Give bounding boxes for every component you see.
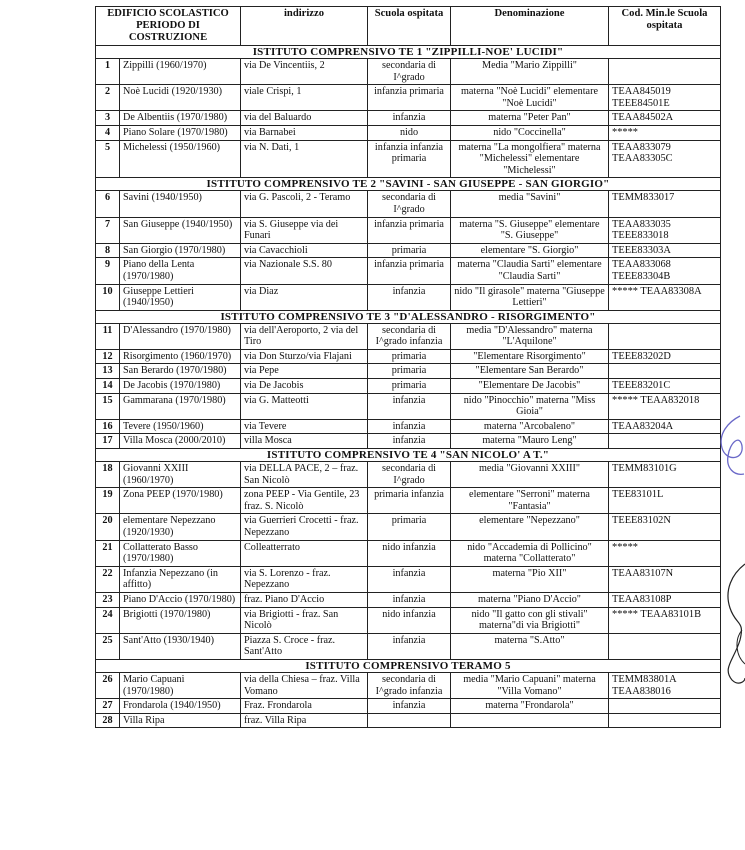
cod-cell: TEMM833017 [609, 191, 721, 217]
pen-scribble-2 [712, 560, 745, 690]
scuola-cell: secondaria di I^grado [368, 462, 451, 488]
denominazione-cell: materna "Piano D'Accio" [451, 592, 609, 607]
indirizzo-cell: via dell'Aeroporto, 2 via del Tiro [241, 323, 368, 349]
istituto-title: ISTITUTO COMPRENSIVO TE 2 "SAVINI - SAN GIUSEPPE - SAN GIORGIO" [96, 178, 721, 191]
cod-cell: ***** [609, 125, 721, 140]
scuola-cell: infanzia [368, 393, 451, 419]
row-number: 12 [96, 349, 120, 364]
edificio-cell: De Albentiis (1970/1980) [120, 111, 241, 126]
row-number: 9 [96, 258, 120, 284]
denominazione-cell: materna "Noè Lucidi" elementare "Noè Lucidi" [451, 85, 609, 111]
denominazione-cell: materna "Peter Pan" [451, 111, 609, 126]
scuola-cell: infanzia [368, 111, 451, 126]
cod-cell: ***** TEAA83101B [609, 607, 721, 633]
denominazione-cell: elementare "Serroni" materna "Fantasia" [451, 488, 609, 514]
indirizzo-cell: via del Baluardo [241, 111, 368, 126]
scuola-cell: infanzia [368, 419, 451, 434]
schools-table [95, 6, 721, 728]
cod-cell [609, 323, 721, 349]
indirizzo-cell: via De Jacobis [241, 379, 368, 394]
istituto-row [96, 178, 721, 191]
edificio-cell: Michelessi (1950/1960) [120, 140, 241, 178]
row-number: 23 [96, 592, 120, 607]
denominazione-cell: materna "La mongolfiera" materna "Michelessi" elementare "Michelessi" [451, 140, 609, 178]
table-row [96, 349, 721, 364]
indirizzo-cell: via Brigiotti - fraz. San Nicolò [241, 607, 368, 633]
indirizzo-cell: via della Chiesa – fraz. Villa Vomano [241, 672, 368, 698]
table-row [96, 125, 721, 140]
table-row [96, 607, 721, 633]
indirizzo-cell: via S. Lorenzo - fraz. Nepezzano [241, 566, 368, 592]
denominazione-cell [451, 713, 609, 728]
cod-cell: TEEE83202D [609, 349, 721, 364]
cod-cell: TEAA83107N [609, 566, 721, 592]
indirizzo-cell: via Cavacchioli [241, 243, 368, 258]
cod-cell [609, 364, 721, 379]
indirizzo-cell: via Tevere [241, 419, 368, 434]
scuola-cell: primaria [368, 379, 451, 394]
scuola-cell: infanzia [368, 566, 451, 592]
table-row [96, 393, 721, 419]
cod-cell: TEEE83102N [609, 514, 721, 540]
denominazione-cell: nido "Il girasole" materna "Giuseppe Lettieri" [451, 284, 609, 310]
scuola-cell: secondaria di I^grado infanzia [368, 672, 451, 698]
indirizzo-cell: via Nazionale S.S. 80 [241, 258, 368, 284]
edificio-cell: Piano Solare (1970/1980) [120, 125, 241, 140]
scuola-cell: infanzia primaria [368, 258, 451, 284]
istituto-row [96, 46, 721, 59]
edificio-cell: Savini (1940/1950) [120, 191, 241, 217]
denominazione-cell: materna "Claudia Sarti" elementare "Claudia Sarti" [451, 258, 609, 284]
denominazione-cell: media "Giovanni XXIII" [451, 462, 609, 488]
edificio-cell: Brigiotti (1970/1980) [120, 607, 241, 633]
cod-cell: ***** [609, 540, 721, 566]
table-row [96, 59, 721, 85]
table-row [96, 85, 721, 111]
denominazione-cell: materna "Arcobaleno" [451, 419, 609, 434]
cod-cell: TEMM83801A TEAA838016 [609, 672, 721, 698]
denominazione-cell: nido "Accademia di Pollicino" materna "Collatterato" [451, 540, 609, 566]
indirizzo-cell: via S. Giuseppe via dei Funari [241, 217, 368, 243]
indirizzo-cell: zona PEEP - Via Gentile, 23 fraz. S. Nicolò [241, 488, 368, 514]
scuola-cell: primaria [368, 514, 451, 540]
edificio-cell: De Jacobis (1970/1980) [120, 379, 241, 394]
row-number: 3 [96, 111, 120, 126]
indirizzo-cell: via Pepe [241, 364, 368, 379]
cod-cell: TEEE83303A [609, 243, 721, 258]
row-number: 22 [96, 566, 120, 592]
cod-cell: TEAA84502A [609, 111, 721, 126]
row-number: 17 [96, 434, 120, 449]
scuola-cell: secondaria di I^grado [368, 191, 451, 217]
indirizzo-cell: via Barnabei [241, 125, 368, 140]
scuola-cell: secondaria di I^grado [368, 59, 451, 85]
edificio-cell: Mario Capuani (1970/1980) [120, 672, 241, 698]
denominazione-cell: materna "S.Atto" [451, 633, 609, 659]
table-row [96, 592, 721, 607]
denominazione-cell: elementare "Nepezzano" [451, 514, 609, 540]
cod-cell: ***** TEAA83308A [609, 284, 721, 310]
denominazione-cell: materna "Pio XII" [451, 566, 609, 592]
row-number: 1 [96, 59, 120, 85]
scuola-cell: infanzia [368, 633, 451, 659]
row-number: 26 [96, 672, 120, 698]
denominazione-cell: "Elementare De Jacobis" [451, 379, 609, 394]
cod-cell: TEAA83108P [609, 592, 721, 607]
edificio-cell: Sant'Atto (1930/1940) [120, 633, 241, 659]
denominazione-cell: materna "S. Giuseppe" elementare "S. Giuseppe" [451, 217, 609, 243]
table-row [96, 672, 721, 698]
denominazione-cell: media "Mario Capuani" materna "Villa Vomano" [451, 672, 609, 698]
scuola-cell: primaria infanzia [368, 488, 451, 514]
edificio-cell: Giuseppe Lettieri (1940/1950) [120, 284, 241, 310]
denominazione-cell: "Elementare Risorgimento" [451, 349, 609, 364]
table-row [96, 633, 721, 659]
table-row [96, 191, 721, 217]
table-row [96, 488, 721, 514]
istituto-row [96, 659, 721, 672]
cod-cell: TEMM83101G [609, 462, 721, 488]
edificio-cell: Collatterato Basso (1970/1980) [120, 540, 241, 566]
cod-cell [609, 699, 721, 714]
table-row [96, 140, 721, 178]
cod-cell: TEE83101L [609, 488, 721, 514]
table-row [96, 379, 721, 394]
scuola-cell: nido infanzia [368, 607, 451, 633]
row-number: 14 [96, 379, 120, 394]
header-denominazione: Denominazione [451, 7, 609, 46]
header-cod: Cod. Min.le Scuola ospitata [609, 7, 721, 46]
scuola-cell: nido infanzia [368, 540, 451, 566]
row-number: 6 [96, 191, 120, 217]
edificio-cell: San Giuseppe (1940/1950) [120, 217, 241, 243]
indirizzo-cell: via G. Matteotti [241, 393, 368, 419]
row-number: 25 [96, 633, 120, 659]
istituto-title: ISTITUTO COMPRENSIVO TERAMO 5 [96, 659, 721, 672]
istituto-title: ISTITUTO COMPRENSIVO TE 4 "SAN NICOLO' A T." [96, 449, 721, 462]
row-number: 20 [96, 514, 120, 540]
indirizzo-cell: Colleatterrato [241, 540, 368, 566]
denominazione-cell: nido "Il gatto con gli stivali" materna"di via Brigiotti" [451, 607, 609, 633]
edificio-cell: Frondarola (1940/1950) [120, 699, 241, 714]
row-number: 28 [96, 713, 120, 728]
table-row [96, 258, 721, 284]
indirizzo-cell: fraz. Villa Ripa [241, 713, 368, 728]
table-row [96, 462, 721, 488]
pen-scribble-1 [700, 412, 745, 482]
row-number: 15 [96, 393, 120, 419]
indirizzo-cell: via DELLA PACE, 2 – fraz. San Nicolò [241, 462, 368, 488]
edificio-cell: Villa Mosca (2000/2010) [120, 434, 241, 449]
scuola-cell: infanzia [368, 699, 451, 714]
cod-cell: TEAA833068 TEEE83304B [609, 258, 721, 284]
row-number: 21 [96, 540, 120, 566]
denominazione-cell: nido "Coccinella" [451, 125, 609, 140]
istituto-row [96, 310, 721, 323]
edificio-cell: Villa Ripa [120, 713, 241, 728]
edificio-cell: Gammarana (1970/1980) [120, 393, 241, 419]
table-row [96, 434, 721, 449]
row-number: 8 [96, 243, 120, 258]
denominazione-cell: Media "Mario Zippilli" [451, 59, 609, 85]
denominazione-cell: materna "Frondarola" [451, 699, 609, 714]
header-edificio: EDIFICIO SCOLASTICO PERIODO DI COSTRUZIONE [96, 7, 241, 46]
table-row [96, 566, 721, 592]
edificio-cell: Noè Lucidi (1920/1930) [120, 85, 241, 111]
indirizzo-cell: villa Mosca [241, 434, 368, 449]
row-number: 5 [96, 140, 120, 178]
indirizzo-cell: via De Vincentiis, 2 [241, 59, 368, 85]
scuola-cell: secondaria di I^grado infanzia [368, 323, 451, 349]
edificio-cell: Risorgimento (1960/1970) [120, 349, 241, 364]
istituto-title: ISTITUTO COMPRENSIVO TE 3 "D'ALESSANDRO - RISORGIMENTO" [96, 310, 721, 323]
denominazione-cell: media "Savini" [451, 191, 609, 217]
cod-cell: TEAA833035 TEEE833018 [609, 217, 721, 243]
row-number: 19 [96, 488, 120, 514]
scuola-cell [368, 713, 451, 728]
scuola-cell: primaria [368, 364, 451, 379]
edificio-cell: D'Alessandro (1970/1980) [120, 323, 241, 349]
denominazione-cell: media "D'Alessandro" materna "L'Aquilone" [451, 323, 609, 349]
cod-cell [609, 633, 721, 659]
row-number: 2 [96, 85, 120, 111]
scuola-cell: infanzia primaria [368, 217, 451, 243]
istituto-row [96, 449, 721, 462]
row-number: 4 [96, 125, 120, 140]
header-scuola: Scuola ospitata [368, 7, 451, 46]
row-number: 27 [96, 699, 120, 714]
header-row [96, 7, 721, 46]
row-number: 10 [96, 284, 120, 310]
indirizzo-cell: via G. Pascoli, 2 - Teramo [241, 191, 368, 217]
scuola-cell: infanzia [368, 592, 451, 607]
edificio-cell: Zona PEEP (1970/1980) [120, 488, 241, 514]
indirizzo-cell: via Guerrieri Crocetti - fraz. Nepezzano [241, 514, 368, 540]
table-row [96, 284, 721, 310]
denominazione-cell: nido "Pinocchio" materna "Miss Gioia" [451, 393, 609, 419]
istituto-title: ISTITUTO COMPRENSIVO TE 1 "ZIPPILLI-NOE' LUCIDI" [96, 46, 721, 59]
scuola-cell: nido [368, 125, 451, 140]
table-row [96, 217, 721, 243]
edificio-cell: Giovanni XXIII (1960/1970) [120, 462, 241, 488]
edificio-cell: Tevere (1950/1960) [120, 419, 241, 434]
edificio-cell: Piano della Lenta (1970/1980) [120, 258, 241, 284]
table-row [96, 111, 721, 126]
cod-cell: TEEE83201C [609, 379, 721, 394]
table-row [96, 419, 721, 434]
cod-cell: TEAA833079 TEAA83305C [609, 140, 721, 178]
cod-cell [609, 713, 721, 728]
row-number: 24 [96, 607, 120, 633]
indirizzo-cell: via N. Dati, 1 [241, 140, 368, 178]
scuola-cell: primaria [368, 243, 451, 258]
indirizzo-cell: via Diaz [241, 284, 368, 310]
indirizzo-cell: Fraz. Frondarola [241, 699, 368, 714]
row-number: 11 [96, 323, 120, 349]
row-number: 13 [96, 364, 120, 379]
row-number: 18 [96, 462, 120, 488]
table-row [96, 713, 721, 728]
indirizzo-cell: via Don Sturzo/via Flajani [241, 349, 368, 364]
cod-cell: TEAA845019 TEEE84501E [609, 85, 721, 111]
cod-cell: ***** TEAA832018 [609, 393, 721, 419]
edificio-cell: San Giorgio (1970/1980) [120, 243, 241, 258]
indirizzo-cell: viale Crispi, 1 [241, 85, 368, 111]
scuola-cell: infanzia infanzia primaria [368, 140, 451, 178]
table-row [96, 699, 721, 714]
row-number: 16 [96, 419, 120, 434]
edificio-cell: Piano D'Accio (1970/1980) [120, 592, 241, 607]
edificio-cell: Zippilli (1960/1970) [120, 59, 241, 85]
denominazione-cell: elementare "S. Giorgio" [451, 243, 609, 258]
edificio-cell: San Berardo (1970/1980) [120, 364, 241, 379]
table-row [96, 323, 721, 349]
scuola-cell: primaria [368, 349, 451, 364]
scuola-cell: infanzia primaria [368, 85, 451, 111]
denominazione-cell: materna "Mauro Leng" [451, 434, 609, 449]
cod-cell [609, 59, 721, 85]
table-body [96, 46, 721, 728]
scuola-cell: infanzia [368, 434, 451, 449]
indirizzo-cell: Piazza S. Croce - fraz. Sant'Atto [241, 633, 368, 659]
table-row [96, 514, 721, 540]
indirizzo-cell: fraz. Piano D'Accio [241, 592, 368, 607]
edificio-cell: Infanzia Nepezzano (in affitto) [120, 566, 241, 592]
edificio-cell: elementare Nepezzano (1920/1930) [120, 514, 241, 540]
scuola-cell: infanzia [368, 284, 451, 310]
table-row [96, 364, 721, 379]
cod-cell: TEAA83204A [609, 419, 721, 434]
row-number: 7 [96, 217, 120, 243]
header-indirizzo: indirizzo [241, 7, 368, 46]
table-row [96, 243, 721, 258]
denominazione-cell: "Elementare San Berardo" [451, 364, 609, 379]
table-row [96, 540, 721, 566]
